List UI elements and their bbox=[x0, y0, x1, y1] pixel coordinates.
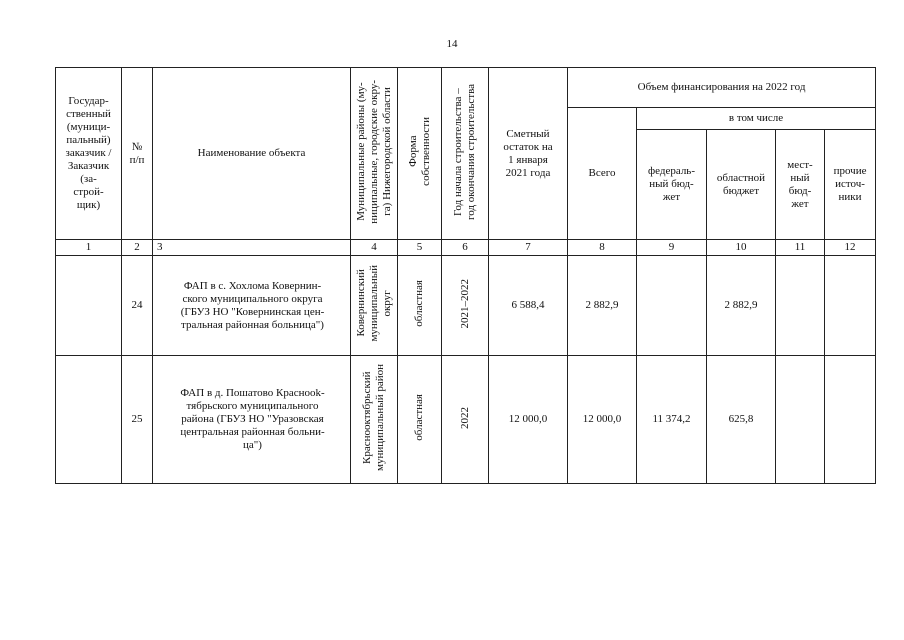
header-other: прочие источ- ники bbox=[825, 130, 876, 240]
cell-total: 2 882,9 bbox=[568, 256, 637, 356]
column-number: 10 bbox=[707, 240, 776, 256]
cell-total: 12 000,0 bbox=[568, 356, 637, 484]
column-number: 9 bbox=[637, 240, 707, 256]
cell-ownership: областная bbox=[398, 256, 442, 356]
header-object-name: Наименование объекта bbox=[153, 68, 351, 240]
cell-estimate: 12 000,0 bbox=[489, 356, 568, 484]
table-row bbox=[56, 256, 876, 356]
header-funding-title: Объем финансирования на 2022 год bbox=[568, 68, 876, 108]
column-number: 3 bbox=[153, 240, 351, 256]
cell-district: Ковернинский муниципальный округ bbox=[351, 256, 398, 356]
cell-local bbox=[776, 356, 825, 484]
cell-object-name: ФАП в д. Пошатово Краснook- тябрьского муниципального района (ГБУЗ НО "Уразовская центральная районная больни- ца") bbox=[153, 356, 351, 484]
cell-years: 2021–2022 bbox=[442, 256, 489, 356]
cell-customer bbox=[56, 356, 122, 484]
cell-other bbox=[825, 356, 876, 484]
cell-other bbox=[825, 256, 876, 356]
cell-num: 24 bbox=[122, 256, 153, 356]
header-districts: Муниципальные районы (му- ниципальные, городские окру- га) Нижегородской области bbox=[351, 68, 398, 240]
column-number: 6 bbox=[442, 240, 489, 256]
header-customer: Государ- ственный (муници- пальный) заказчик / Заказчик (за- строй- щик) bbox=[56, 68, 122, 240]
column-number: 8 bbox=[568, 240, 637, 256]
header-total: Всего bbox=[568, 108, 637, 240]
column-number: 2 bbox=[122, 240, 153, 256]
header-regional: областной бюджет bbox=[707, 130, 776, 240]
column-number: 12 bbox=[825, 240, 876, 256]
cell-num: 25 bbox=[122, 356, 153, 484]
cell-customer bbox=[56, 256, 122, 356]
cell-local bbox=[776, 256, 825, 356]
financing-table bbox=[55, 67, 876, 484]
cell-federal: 11 374,2 bbox=[637, 356, 707, 484]
column-number: 1 bbox=[56, 240, 122, 256]
column-number: 11 bbox=[776, 240, 825, 256]
cell-estimate: 6 588,4 bbox=[489, 256, 568, 356]
column-number: 7 bbox=[489, 240, 568, 256]
header-ownership: Форма собственности bbox=[398, 68, 442, 240]
column-number: 4 bbox=[351, 240, 398, 256]
table-row bbox=[56, 356, 876, 484]
header-estimate: Сметный остаток на 1 января 2021 года bbox=[489, 68, 568, 240]
page-number: 14 bbox=[446, 38, 458, 50]
cell-ownership: областная bbox=[398, 356, 442, 484]
header-local: мест- ный бюд- жет bbox=[776, 130, 825, 240]
cell-years: 2022 bbox=[442, 356, 489, 484]
header-federal: федераль- ный бюд- жет bbox=[637, 130, 707, 240]
column-number: 5 bbox=[398, 240, 442, 256]
cell-regional: 2 882,9 bbox=[707, 256, 776, 356]
cell-district: Краснооктябрьский муниципальный район bbox=[351, 356, 398, 484]
header-years: Год начала строительства – год окончания строительства bbox=[442, 68, 489, 240]
header-num: № п/п bbox=[122, 68, 153, 240]
cell-regional: 625,8 bbox=[707, 356, 776, 484]
cell-federal bbox=[637, 256, 707, 356]
cell-object-name: ФАП в с. Хохлома Ковернин- ского муниципального округа (ГБУЗ НО "Ковернинская цен- тральная районная больница") bbox=[153, 256, 351, 356]
header-including: в том числе bbox=[637, 108, 876, 130]
column-number-row bbox=[56, 240, 876, 256]
